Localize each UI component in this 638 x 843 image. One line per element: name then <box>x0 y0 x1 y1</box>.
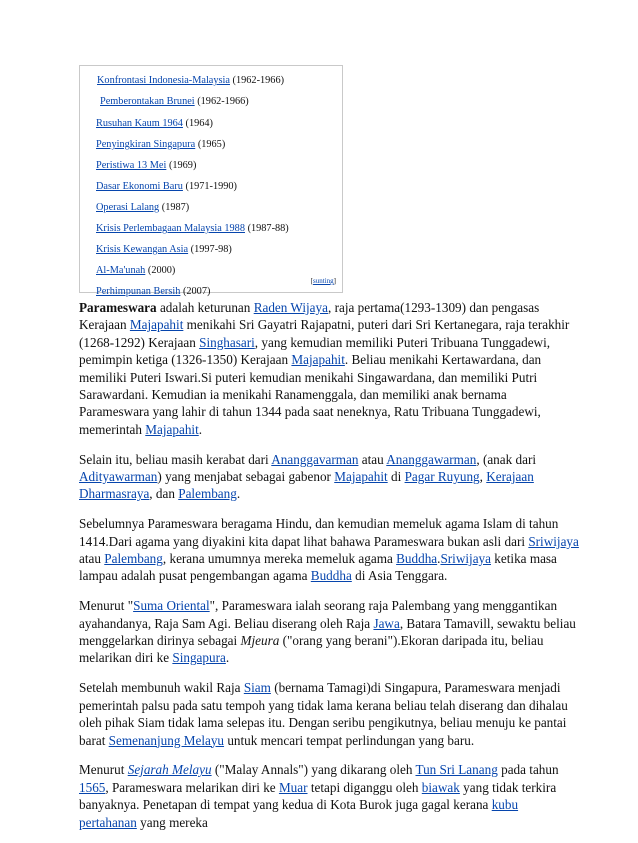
article-text: , kerana umumnya mereka memeluk agama <box>162 551 397 567</box>
article-link[interactable]: Muar <box>278 779 308 795</box>
article-text: , yang kemudian memiliki Puteri Tribuana Tunggadewi, pemimpin ketiga (1326-1350) Kerajaan <box>79 334 551 368</box>
navbox-item <box>100 95 249 108</box>
navbox-link[interactable]: Krisis Kewangan Asia <box>96 244 189 255</box>
article-text: , dan <box>149 486 179 502</box>
article-text: tetapi diganggu oleh <box>307 779 422 795</box>
article-text: , raja pertama(1293-1309) dan pengasas Kerajaan <box>79 300 540 333</box>
navbox-years: (1987) <box>161 202 190 213</box>
navbox-years: (1962-1966) <box>232 75 285 86</box>
article-link[interactable]: Tun Sri Lanang <box>415 762 498 778</box>
article-link[interactable]: biawak <box>421 779 460 795</box>
article-link[interactable]: Siam <box>243 680 271 696</box>
navbox-link[interactable]: Penyingkiran Singapura <box>96 139 196 150</box>
navbox-item <box>96 285 210 298</box>
navbox-link[interactable]: Dasar Ekonomi Baru <box>96 181 183 192</box>
navbox-link[interactable]: Konfrontasi Indonesia-Malaysia <box>97 75 230 86</box>
article-bold-term: Parameswara <box>79 300 157 315</box>
article-text: ("Malay Annals") yang dikarang oleh <box>211 762 416 778</box>
article-link[interactable]: Adityawarman <box>79 469 158 485</box>
article-link[interactable]: Ananggavarman <box>271 451 359 467</box>
navbox-item <box>96 180 237 193</box>
article-paragraph <box>79 679 579 749</box>
article-text: Selain itu, beliau masih kerabat dari <box>79 451 272 467</box>
article-link[interactable]: Kerajaan Dharmasraya <box>79 469 534 502</box>
article-text: (bernama Tamagi)di Singapura, Parameswara menjadi pemerintah palsu pada satu tempoh yang tidak lama kerana beliau telah diserang dan dihalau oleh pihak Siam tidak lama selepas itu. Dengan seribu pengikutnya, beliau menuju ke pantai barat <box>79 680 568 748</box>
edit-link[interactable]: sunting <box>313 277 334 285</box>
navbox-years: (1969) <box>168 160 197 171</box>
article-text: , <box>479 469 487 485</box>
article-text: pada tahun <box>497 762 559 778</box>
article-text: Sebelumnya Parameswara beragama Hindu, dan kemudian memeluk agama Islam di tahun 1414.Dari agama yang diyakini kita dapat lihat bahawa Parameswara bukan asli dari <box>79 516 559 549</box>
navbox-years: (1965) <box>197 139 226 150</box>
navbox-link[interactable]: Pemberontakan Brunei <box>100 96 195 107</box>
article-text: Menurut " <box>79 598 134 614</box>
navbox-item <box>96 243 232 256</box>
article-text: . <box>198 421 203 437</box>
article-text: Menurut <box>79 762 128 778</box>
article-link[interactable]: Majapahit <box>129 317 184 333</box>
article-text: di Asia Tenggara. <box>351 568 448 584</box>
navbox-item <box>96 201 189 214</box>
edit-section-link <box>311 277 336 285</box>
article-link[interactable]: Suma Oriental <box>133 598 210 614</box>
article-text: ) yang menjabat sebagai gabenor <box>157 469 335 485</box>
article-text: . <box>236 486 241 502</box>
article-link[interactable]: Majapahit <box>145 421 199 437</box>
navbox-years: (1971-1990) <box>185 181 237 192</box>
article-italic-term: Mjeura <box>240 633 280 649</box>
article-link[interactable]: Buddha <box>310 568 352 584</box>
navbox-link[interactable]: Operasi Lalang <box>96 202 160 213</box>
article-text: , Batara Tamavill, sewaktu beliau menggelarkan dirinya sebagai <box>79 615 576 649</box>
navbox-link[interactable]: Perhimpunan Bersih <box>96 286 181 297</box>
article-text: yang tidak terkira banyaknya. Penetapan di tempat yang kedua di Kota Burok juga gagal kerana <box>79 779 557 813</box>
article-body <box>79 299 579 843</box>
navbox-item <box>96 222 289 235</box>
article-text: adalah keturunan <box>156 300 254 315</box>
article-link[interactable]: Pagar Ruyung <box>404 469 480 485</box>
article-link[interactable]: Palembang <box>104 551 163 567</box>
article-text: ("orang yang berani").Ekoran daripada itu, beliau melarikan diri ke <box>79 633 544 666</box>
article-text: ", Parameswara ialah seorang raja Palembang yang menggantikan ayahandanya, Raja Sam Agi. Beliau diserang oleh Raja <box>79 598 558 631</box>
article-text: untuk mencari tempat perlindungan yang baru. <box>224 732 475 748</box>
article-link[interactable]: Singapura <box>172 650 226 666</box>
navbox-years: (1962-1966) <box>197 96 249 107</box>
article-paragraph <box>79 597 579 667</box>
article-link[interactable]: Jawa <box>373 615 400 631</box>
article-link[interactable]: Ananggawarman <box>386 451 477 467</box>
article-text: , Parameswara melarikan diri ke <box>105 779 279 795</box>
article-link[interactable]: Majapahit <box>334 469 388 485</box>
navbox-years: (1987-88) <box>247 223 289 234</box>
navbox-link[interactable]: Al-Ma'unah <box>96 265 146 276</box>
article-text: atau <box>358 451 387 467</box>
article-text: ketika masa lampau adalah pusat pengembangan agama <box>79 551 557 584</box>
article-link[interactable]: Singhasari <box>199 334 255 350</box>
article-link[interactable]: Sriwijaya <box>440 551 491 567</box>
article-link[interactable]: Buddha <box>396 551 438 567</box>
article-paragraph <box>79 761 579 831</box>
article-paragraph <box>79 451 579 503</box>
article-text: , (anak dari <box>476 451 537 467</box>
article-link[interactable]: Majapahit <box>291 352 345 368</box>
navbox-link[interactable]: Rusuhan Kaum 1964 <box>96 118 183 129</box>
navbox-years: (2007) <box>182 286 211 297</box>
navbox-link[interactable]: Peristiwa 13 Mei <box>96 160 167 171</box>
article-link[interactable]: Sriwijaya <box>528 533 579 549</box>
article-text: . <box>437 551 441 567</box>
navbox-years: (1997-98) <box>190 244 232 255</box>
article-link[interactable]: Palembang <box>178 486 237 502</box>
article-text: atau <box>79 551 105 567</box>
navbox-item <box>96 117 213 130</box>
article-link[interactable]: kubu pertahanan <box>79 797 519 830</box>
edit-bracket-open: [ <box>310 277 314 285</box>
article-text: . <box>225 650 230 666</box>
navbox <box>79 65 343 297</box>
navbox-item <box>96 159 196 172</box>
article-link[interactable]: Semenanjung Melayu <box>108 732 225 748</box>
navbox-item <box>96 138 225 151</box>
article-link-italic[interactable]: Sejarah Melayu <box>127 762 212 778</box>
article-link[interactable]: 1565 <box>79 779 106 795</box>
article-text: Setelah membunuh wakil Raja <box>79 680 244 696</box>
article-link[interactable]: Raden Wijaya <box>253 300 328 315</box>
navbox-years: (1964) <box>185 118 213 129</box>
article-paragraph <box>79 515 579 585</box>
navbox-years: (2000) <box>147 265 176 276</box>
article-text: yang mereka <box>136 814 208 830</box>
navbox-item <box>96 264 175 277</box>
navbox-item <box>97 74 284 87</box>
edit-bracket-close: ] <box>333 277 336 285</box>
article-paragraph <box>79 299 579 438</box>
article-text: . Beliau menikahi Kertawardana, dan memiliki Puteri Iswari.Si puteri kemudian menikahi Singawardana, dan memiliki Putri Sarawardani. Kemudian ia menikahi Ranamenggala, dan memiliki anak bernama Parameswara yang lahir di tahun 1344 pada saat neneknya, Ratu Tribuana Tunggadewi, memerintah <box>79 352 542 437</box>
article-text: di <box>387 469 405 485</box>
article-text: menikahi Sri Gayatri Rajapatni, puteri dari Sri Kertanegara, raja terakhir (1268-1292) Kerajaan <box>79 317 570 350</box>
navbox-link[interactable]: Krisis Perlembagaan Malaysia 1988 <box>96 223 245 234</box>
